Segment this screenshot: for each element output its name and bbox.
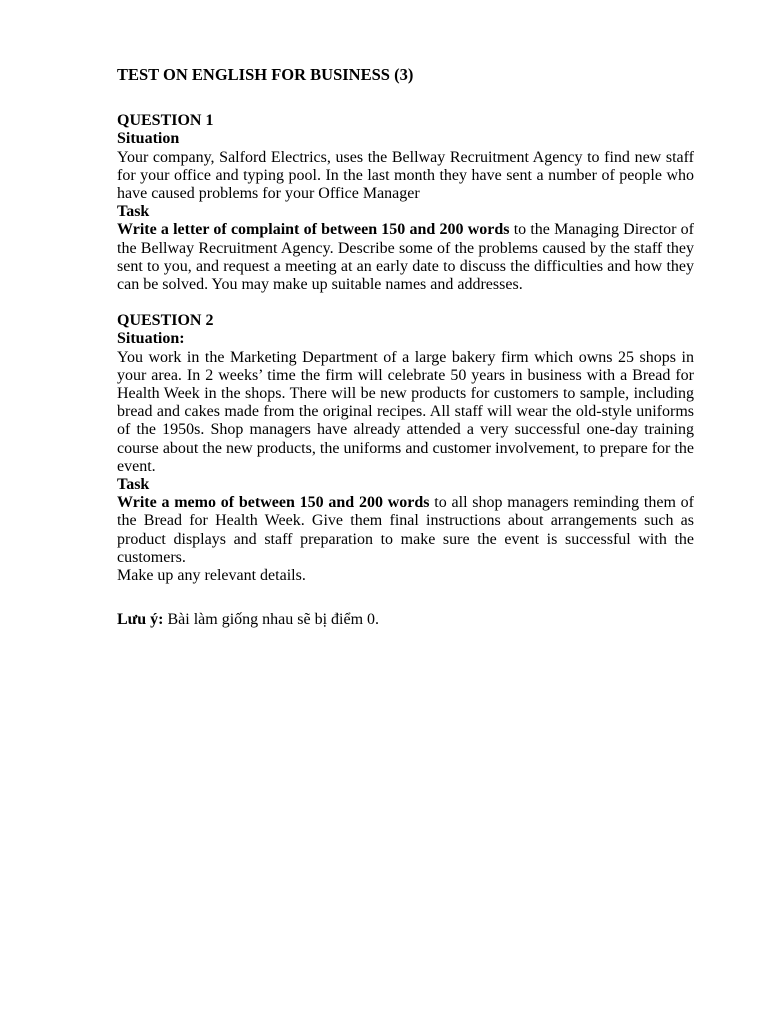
question-1-section [117,112,694,294]
question-2-heading: QUESTION 2 [117,312,214,330]
note-label: Lưu ý: [117,611,164,629]
question-2-section [117,312,694,585]
question-2-situation-text: You work in the Marketing Department of a large bakery firm which owns 25 shops in your area. In 2 weeks’ time the firm will celebrate 50 years in business with a Bread for Health Week in the shops. There will be new products for customers to sample, including bread and cakes made from the original recipes. All staff will wear the old-style uniforms of the 1950s. Shop managers have already attended a very successful one-day training course about the new products, the uniforms and customer involvement, to prepare for the event. [117,348,694,475]
question-2-task-text [117,494,694,567]
question-2-task-label: Task [117,476,150,494]
question-2-extra-instruction: Make up any relevant details. [117,567,306,585]
document-title: TEST ON ENGLISH FOR BUSINESS (3) [117,65,414,84]
question-1-task-label: Task [117,203,150,221]
question-1-situation-label: Situation [117,130,180,148]
question-2-situation-label: Situation: [117,330,185,348]
question-1-heading: QUESTION 1 [117,112,214,130]
note-text: Bài làm giống nhau sẽ bị điểm 0. [163,611,380,629]
question-1-task-text [117,221,694,294]
question-1-task-emphasis: Write a letter of complaint of between 150 and 200 words [117,221,510,239]
question-1-situation-text: Your company, Salford Electrics, uses the Bellway Recruitment Agency to find new staff for your office and typing pool. In the last month they have sent a number of people who have caused problems for your Office Manager [117,148,694,203]
note [117,611,694,629]
question-2-task-body: to all shop managers reminding them of the Bread for Health Week. Give them final instructions about arrangements such as product displays and staff preparation to make sure the event is successful with the customers. [117,494,694,566]
question-1-task-body: to the Managing Director of the Bellway Recruitment Agency. Describe some of the problems caused by the staff they sent to you, and request a meeting at an early date to discuss the difficulties and how they can be solved. You may make up suitable names and addresses. [117,221,695,294]
document-page [117,66,694,629]
question-2-task-emphasis: Write a memo of between 150 and 200 words [117,494,430,512]
